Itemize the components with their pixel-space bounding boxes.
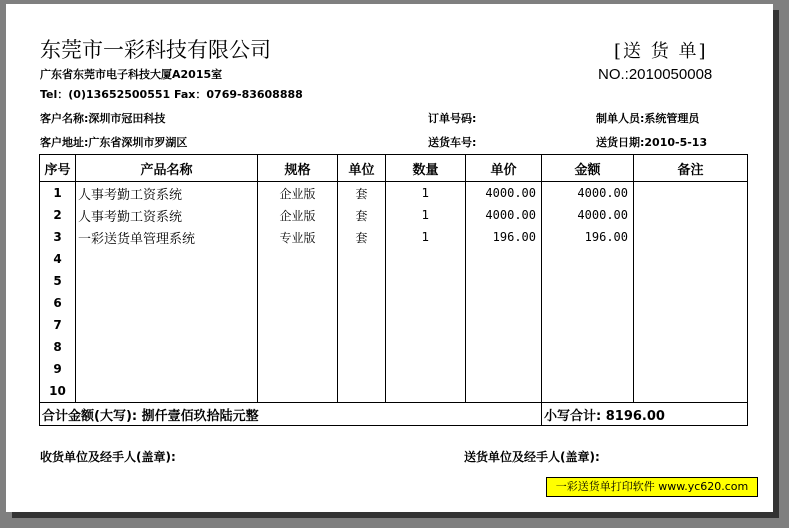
row-spec [258, 248, 338, 270]
row-price [466, 358, 542, 380]
row-price [466, 270, 542, 292]
row-product: 人事考勤工资系统 [76, 182, 258, 205]
row-qty [386, 292, 466, 314]
row-price [466, 292, 542, 314]
row-amount [542, 270, 634, 292]
row-note [634, 182, 748, 205]
row-unit [338, 314, 386, 336]
row-amount [542, 314, 634, 336]
row-price [466, 314, 542, 336]
row-index: 6 [40, 292, 76, 314]
sender-signature: 送货单位及经手人(盖章): [464, 450, 600, 464]
row-amount [542, 336, 634, 358]
row-unit: 套 [338, 226, 386, 248]
row-qty: 1 [386, 226, 466, 248]
row-spec [258, 292, 338, 314]
table-row [40, 358, 748, 380]
row-index: 4 [40, 248, 76, 270]
row-unit: 套 [338, 204, 386, 226]
row-price [466, 380, 542, 403]
row-price: 4000.00 [466, 204, 542, 226]
row-index: 5 [40, 270, 76, 292]
row-index: 7 [40, 314, 76, 336]
row-note [634, 204, 748, 226]
row-product [76, 336, 258, 358]
row-product [76, 248, 258, 270]
row-qty [386, 314, 466, 336]
order-number: 订单号码: [428, 112, 477, 125]
total-in-digits: 小写合计: 8196.00 [542, 403, 748, 426]
row-spec: 企业版 [258, 204, 338, 226]
row-note [634, 270, 748, 292]
header-price: 单价 [466, 155, 542, 182]
receiver-signature: 收货单位及经手人(盖章): [40, 450, 176, 464]
row-index: 8 [40, 336, 76, 358]
row-amount: 4000.00 [542, 204, 634, 226]
customer-name: 客户名称:深圳市冠田科技 [40, 112, 166, 125]
row-qty [386, 248, 466, 270]
delivery-note-paper [6, 4, 773, 512]
row-price [466, 336, 542, 358]
row-unit [338, 380, 386, 403]
row-amount [542, 248, 634, 270]
row-spec [258, 380, 338, 403]
table-row [40, 204, 748, 226]
row-spec [258, 270, 338, 292]
row-spec: 企业版 [258, 182, 338, 205]
row-unit [338, 336, 386, 358]
header-product: 产品名称 [76, 155, 258, 182]
vehicle-number: 送货车号: [428, 136, 477, 149]
row-index: 3 [40, 226, 76, 248]
row-amount [542, 380, 634, 403]
table-row [40, 292, 748, 314]
row-index: 10 [40, 380, 76, 403]
company-name: 东莞市一彩科技有限公司 [40, 38, 271, 62]
header-amount: 金额 [542, 155, 634, 182]
row-price: 196.00 [466, 226, 542, 248]
row-price: 4000.00 [466, 182, 542, 205]
document-number: NO.:2010050008 [598, 66, 713, 83]
row-amount [542, 358, 634, 380]
creator: 制单人员:系统管理员 [596, 112, 700, 125]
row-product [76, 358, 258, 380]
row-unit [338, 358, 386, 380]
row-qty: 1 [386, 204, 466, 226]
table-row [40, 248, 748, 270]
items-table [39, 154, 748, 426]
row-note [634, 226, 748, 248]
customer-address: 客户地址:广东省深圳市罗湖区 [40, 136, 188, 149]
row-note [634, 314, 748, 336]
row-product [76, 380, 258, 403]
row-spec [258, 336, 338, 358]
row-note [634, 248, 748, 270]
row-unit [338, 248, 386, 270]
table-row [40, 314, 748, 336]
table-row [40, 336, 748, 358]
company-contact: Tel：(0)13652500551 Fax：0769-83608888 [40, 88, 303, 101]
header-unit: 单位 [338, 155, 386, 182]
row-product [76, 292, 258, 314]
row-unit [338, 292, 386, 314]
row-qty [386, 336, 466, 358]
row-qty [386, 380, 466, 403]
row-amount: 4000.00 [542, 182, 634, 205]
row-product: 一彩送货单管理系统 [76, 226, 258, 248]
header-spec: 规格 [258, 155, 338, 182]
total-in-words: 合计金额(大写): 捌仟壹佰玖拾陆元整 [40, 403, 542, 426]
delivery-date: 送货日期:2010-5-13 [596, 136, 708, 149]
row-note [634, 292, 748, 314]
table-row [40, 182, 748, 205]
row-note [634, 358, 748, 380]
table-row [40, 270, 748, 292]
row-index: 2 [40, 204, 76, 226]
row-index: 9 [40, 358, 76, 380]
document-title: [送 货 单] [614, 41, 708, 62]
table-row [40, 380, 748, 403]
header-note: 备注 [634, 155, 748, 182]
row-spec: 专业版 [258, 226, 338, 248]
row-spec [258, 358, 338, 380]
company-address: 广东省东莞市电子科技大厦A2015室 [40, 68, 223, 81]
row-note [634, 336, 748, 358]
row-index: 1 [40, 182, 76, 205]
header-index: 序号 [40, 155, 76, 182]
row-qty [386, 270, 466, 292]
row-qty: 1 [386, 182, 466, 205]
row-product [76, 270, 258, 292]
row-amount: 196.00 [542, 226, 634, 248]
row-unit [338, 270, 386, 292]
row-qty [386, 358, 466, 380]
header-qty: 数量 [386, 155, 466, 182]
row-amount [542, 292, 634, 314]
row-note [634, 380, 748, 403]
row-spec [258, 314, 338, 336]
row-price [466, 248, 542, 270]
table-row [40, 226, 748, 248]
total-row [40, 403, 748, 426]
row-unit: 套 [338, 182, 386, 205]
table-header-row [40, 155, 748, 182]
row-product [76, 314, 258, 336]
row-product: 人事考勤工资系统 [76, 204, 258, 226]
software-badge[interactable]: 一彩送货单打印软件 www.yc620.com [546, 477, 758, 497]
